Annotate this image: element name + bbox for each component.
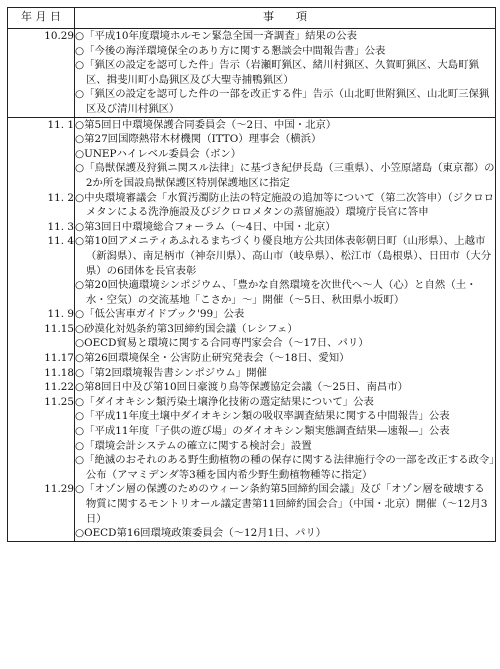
table-row bbox=[8, 307, 496, 322]
date-cell: 11.15 bbox=[8, 322, 75, 351]
list-item: ○「平成11年度「子供の遊び場」のダイオキシン類実態調査結果—速報—」公表 bbox=[75, 425, 450, 438]
chronology-table bbox=[7, 7, 496, 542]
list-item: ○「環境会計システムの確立に関する検討会」設置 bbox=[75, 439, 312, 452]
date-cell: 11. 2 bbox=[8, 191, 75, 220]
date-cell: 10.29 bbox=[8, 29, 75, 118]
entries-cell bbox=[75, 191, 496, 220]
list-item: ○OECD貿易と環境に関する合同専門家会合（〜17日、パリ） bbox=[75, 337, 369, 350]
list-item: ○「猟区の設定を認可した件」告示（岩瀬町猟区、緒川村猟区、久賀町猟区、大島町猟区、揖斐川町小島猟区及び大聖寺捕鴨猟区） bbox=[75, 59, 479, 86]
table-row bbox=[8, 117, 496, 190]
list-item: ○「平成10年度環境ホルモン緊急全国一斉調査」結果の公表 bbox=[75, 30, 358, 42]
list-item: ○砂漠化対処条約第3回締約国会議（レシフェ） bbox=[75, 322, 298, 335]
table-row bbox=[8, 191, 496, 220]
table-row bbox=[8, 234, 496, 307]
table-row bbox=[8, 380, 496, 395]
date-cell: 11. 9 bbox=[8, 307, 75, 322]
table-row bbox=[8, 29, 496, 118]
table-row bbox=[8, 351, 496, 366]
table-row bbox=[8, 482, 496, 541]
list-item: ○「今後の海洋環境保全のあり方に関する懇談会中間報告書」公表 bbox=[75, 44, 386, 57]
list-item: ○「絶滅のおそれのある野生動植物の種の保存に関する法律施行令の一部を改正する政令」公布（アマミデンダ等3種を国内希少野生動植物種等に指定） bbox=[75, 454, 495, 481]
entries-cell bbox=[75, 380, 496, 395]
item-column-header bbox=[75, 8, 496, 29]
list-item: ○第10回アメニティあふれるまちづくり優良地方公共団体表彰朝日町（山形県）、上越市（新潟県）、南足柄市（神奈川県）、高山市（岐阜県）、松江市（島根県）、日田市（大分県）の6団体を長官表彰 bbox=[75, 235, 492, 277]
date-cell: 11. 4 bbox=[8, 234, 75, 307]
list-item: ○第26回環境保全・公害防止研究発表会（〜18日、愛知） bbox=[75, 352, 350, 365]
date-cell: 11.25 bbox=[8, 395, 75, 483]
date-cell: 11. 1 bbox=[8, 117, 75, 190]
entries-cell bbox=[75, 220, 496, 235]
list-item: ○「鳥獣保護及狩猟ニ関スル法律」に基づき紀伊長島（三重県）、小笠原諸島（東京都）の2か所を国設鳥獣保護区特別保護地区に指定 bbox=[75, 162, 495, 189]
table-row bbox=[8, 322, 496, 351]
list-item: ○「オゾン層の保護のためのウィーン条約第5回締約国会議」及び「オゾン層を破壊する物質に関するモントリオール議定書第11回締約国会合」（中国・北京）開催（〜12月3日） bbox=[75, 483, 488, 525]
list-item: ○第8回日中及び第10回日豪渡り鳥等保護協定会議（〜25日、南昌市） bbox=[75, 381, 409, 394]
list-item: ○「猟区の設定を認可した件の一部を改正する件」告示（山北町世附猟区、山北町三保猟区及び清川村猟区） bbox=[75, 88, 490, 115]
table-body bbox=[8, 29, 496, 542]
list-item: ○「第2回環境報告書シンポジウム」開催 bbox=[75, 366, 267, 379]
entries-cell bbox=[75, 482, 496, 541]
list-item: ○「低公害車ガイドブック'99」公表 bbox=[75, 308, 245, 321]
list-item: ○OECD第16回環境政策委員会（〜12月1日、パリ） bbox=[75, 527, 327, 540]
entries-cell bbox=[75, 395, 496, 483]
entries-cell bbox=[75, 307, 496, 322]
entries-cell bbox=[75, 117, 496, 190]
entries-cell bbox=[75, 29, 496, 118]
date-cell: 11. 3 bbox=[8, 220, 75, 235]
date-cell: 11.22 bbox=[8, 380, 75, 395]
list-item: ○第27回国際熱帯木材機関（ITTO）理事会（横浜） bbox=[75, 133, 322, 146]
entries-cell bbox=[75, 234, 496, 307]
date-cell: 11.18 bbox=[8, 366, 75, 381]
entries-cell bbox=[75, 351, 496, 366]
date-column-header: 年 月 日 bbox=[8, 8, 75, 29]
entries-cell bbox=[75, 366, 496, 381]
item-column-header-text: 事項 bbox=[263, 10, 329, 23]
date-cell: 11.29 bbox=[8, 482, 75, 541]
list-item: ○第20回快適環境シンポジウム、「豊かな自然環境を次世代へ〜人（心）と自然（土・水・空気）の交流基地「こさか」〜」開催（〜5日、秋田県小坂町） bbox=[75, 279, 477, 306]
table-header-row bbox=[8, 8, 496, 29]
list-item: ○第5回日中環境保護合同委員会（〜2日、中国・北京） bbox=[75, 118, 337, 131]
table-row bbox=[8, 395, 496, 483]
table-row bbox=[8, 220, 496, 235]
list-item: ○「平成11年度土壌中ダイオキシン類の吸収率調査結果に関する中間報告」公表 bbox=[75, 410, 450, 423]
list-item: ○中央環境審議会「水質汚濁防止法の特定施設の追加等について（第二次答申）（ジクロロメタンによる洗浄施設及びジクロロメタンの蒸留施設）環境庁長官に答申 bbox=[75, 191, 495, 219]
entries-cell bbox=[75, 322, 496, 351]
date-cell: 11.17 bbox=[8, 351, 75, 366]
table-row bbox=[8, 366, 496, 381]
list-item: ○第3回日中環境総合フォーラム（〜4日、中国・北京） bbox=[75, 220, 336, 233]
list-item: ○「ダイオキシン類汚染土壌浄化技術の選定結果について」公表 bbox=[75, 395, 374, 408]
list-item: ○UNEPハイレベル委員会（ボン） bbox=[75, 147, 242, 160]
